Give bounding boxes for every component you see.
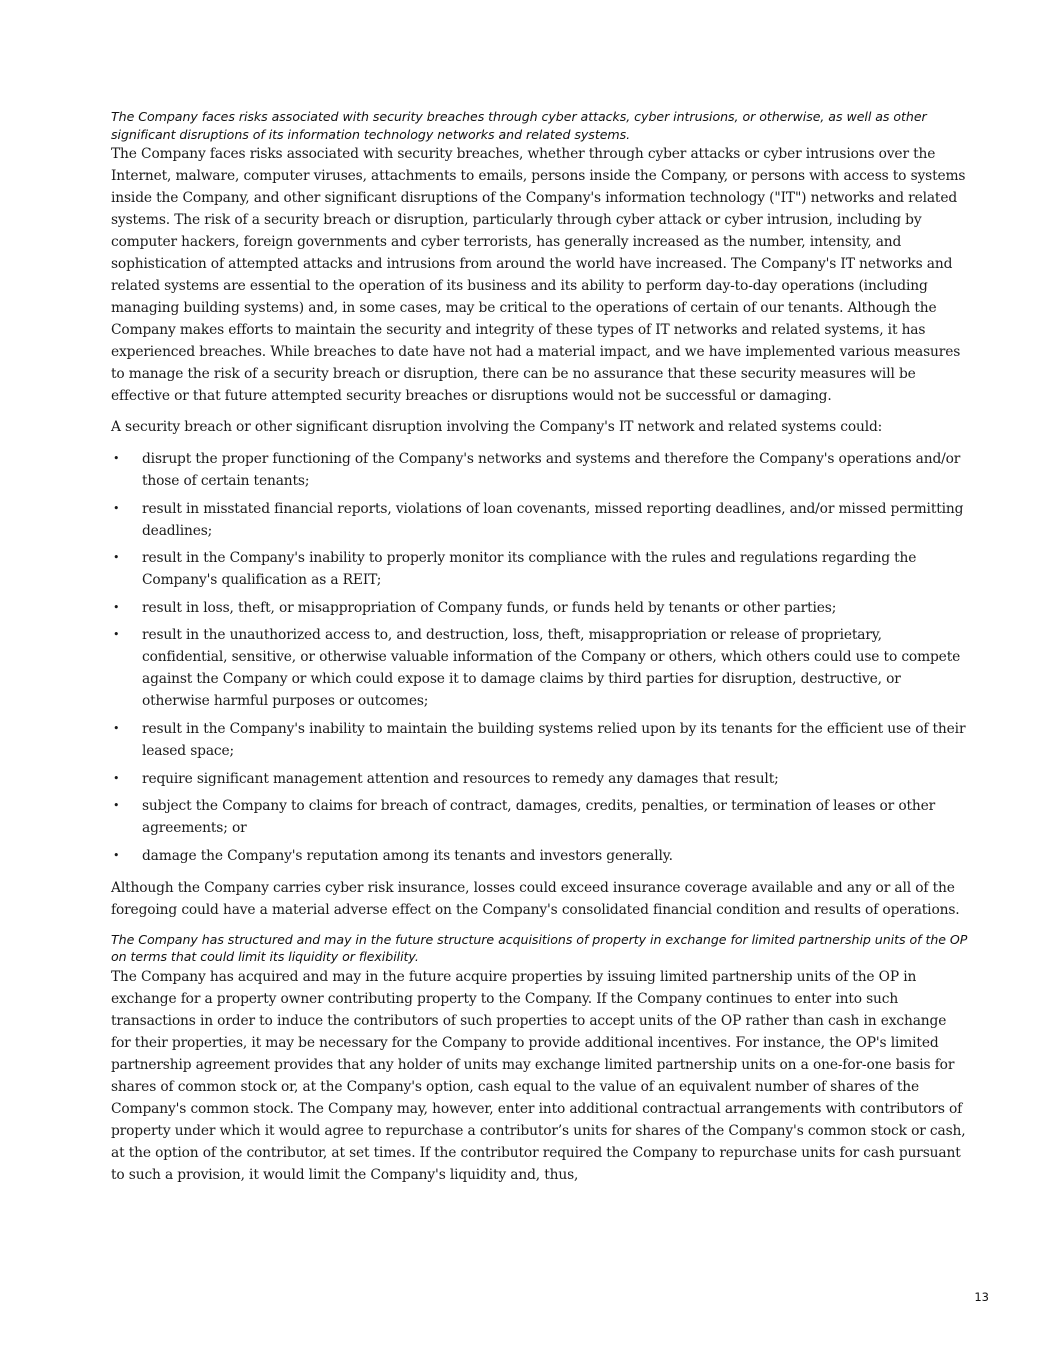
list-item: • require significant management attention and resources to remedy any damages that result; [111,768,969,790]
list-item: • result in the Company's inability to properly monitor its compliance with the rules and regulations regarding the Company's qualification as a REIT; [111,547,969,591]
paragraph-op-units: The Company has acquired and may in the future acquire properties by issuing limited partnership units of the OP in exchange for a property owner contributing property to the Company. If the Company continues to enter into such transactions in order to induce the contributors of such properties to accept units of the OP rather than cash in exchange for their properties, it may be necessary for the Company to provide additional incentives. For instance, the OP's limited partnership agreement provides that any holder of units may exchange limited partnership units on a one-for-one basis for shares of common stock or, at the Company's option, cash equal to the value of an equivalent number of shares of the Company's common stock. The Company may, however, enter into additional contractual arrangements with contributors of property under which it would agree to repurchase a contributor’s units for shares of the Company's common stock or cash, at the option of the contributor, at set times. If the contributor required the Company to repurchase units for cash pursuant to such a provision, it would limit the Company's liquidity and, thus, [111,968,966,1183]
bullet-icon: • [113,848,120,862]
section-heading-op-units: The Company has structured and may in the future structure acquisitions of property in exchange for limited partnership units of the OP on terms that could limit its liquidity or flexibility. [111,931,968,965]
document-page [111,108,969,1186]
bullet-icon: • [113,600,120,614]
bullet-icon: • [113,771,120,785]
bullet-icon: • [113,799,120,813]
section-heading-cyber: The Company faces risks associated with security breaches through cyber attacks, cyber intrusions, or otherwise, as well as other significant disruptions of its information technology networks and related systems. [111,109,927,142]
list-item: • subject the Company to claims for breach of contract, damages, credits, penalties, or termination of leases or other agreements; or [111,795,969,839]
bullet-list [111,448,969,867]
list-item: • disrupt the proper functioning of the Company's networks and systems and therefore the Company's operations and/or those of certain tenants; [111,448,969,492]
list-item: • result in the unauthorized access to, and destruction, loss, theft, misappropriation or release of proprietary, confidential, sensitive, or otherwise valuable information of the Company or others, which others could use to compete against the Company or which could expose it to damage claims by third parties for disruption, destructive, or otherwise harmful purposes or outcomes; [111,624,969,712]
bullet-icon: • [113,452,120,465]
bullet-icon: • [113,721,120,735]
bullet-icon: • [113,551,120,565]
list-item: • damage the Company's reputation among its tenants and investors generally. [111,845,969,867]
bullet-icon: • [113,628,120,642]
page-number: 13 [974,1290,989,1304]
bullet-icon: • [113,501,120,515]
list-item: • result in the Company's inability to maintain the building systems relied upon by its tenants for the efficient use of their leased space; [111,718,969,762]
list-item: • result in loss, theft, or misappropriation of Company funds, or funds held by tenants or other parties; [111,597,969,619]
list-item: • result in misstated financial reports, violations of loan covenants, missed reporting deadlines, and/or missed permitting deadlines; [111,498,969,542]
paragraph-cyber-intro: The Company faces risks associated with security breaches, whether through cyber attacks or cyber intrusions over the Internet, malware, computer viruses, attachments to emails, persons inside the Company, or persons with access to systems inside the Company, and other significant disruptions of the Company's information technology ("IT") networks and related systems. The risk of a security breach or disruption, particularly through cyber attack or cyber intrusion, including by computer hackers, foreign governments and cyber terrorists, has generally increased as the number, intensity, and sophistication of attempted attacks and intrusions from around the world have increased. The Company's IT networks and related systems are essential to the operation of its business and its ability to perform day-to-day operations (including managing building systems) and, in some cases, may be critical to the operations of certain of our tenants. Although the Company makes efforts to maintain the security and integrity of these types of IT networks and related systems, it has experienced breaches. While breaches to date have not had a material impact, and we have implemented various measures to manage the risk of a security breach or disruption, there can be no assurance that these security measures will be effective or that future attempted security breaches or disruptions would not be successful or damaging. [111,146,966,404]
paragraph-cyber-list-lead: A security breach or other significant disruption involving the Company's IT network and related systems could: [111,419,883,435]
paragraph-cyber-closing: Although the Company carries cyber risk insurance, losses could exceed insurance coverage available and any or all of the foregoing could have a material adverse effect on the Company's consolidated financial condition and results of operations. [111,879,960,918]
